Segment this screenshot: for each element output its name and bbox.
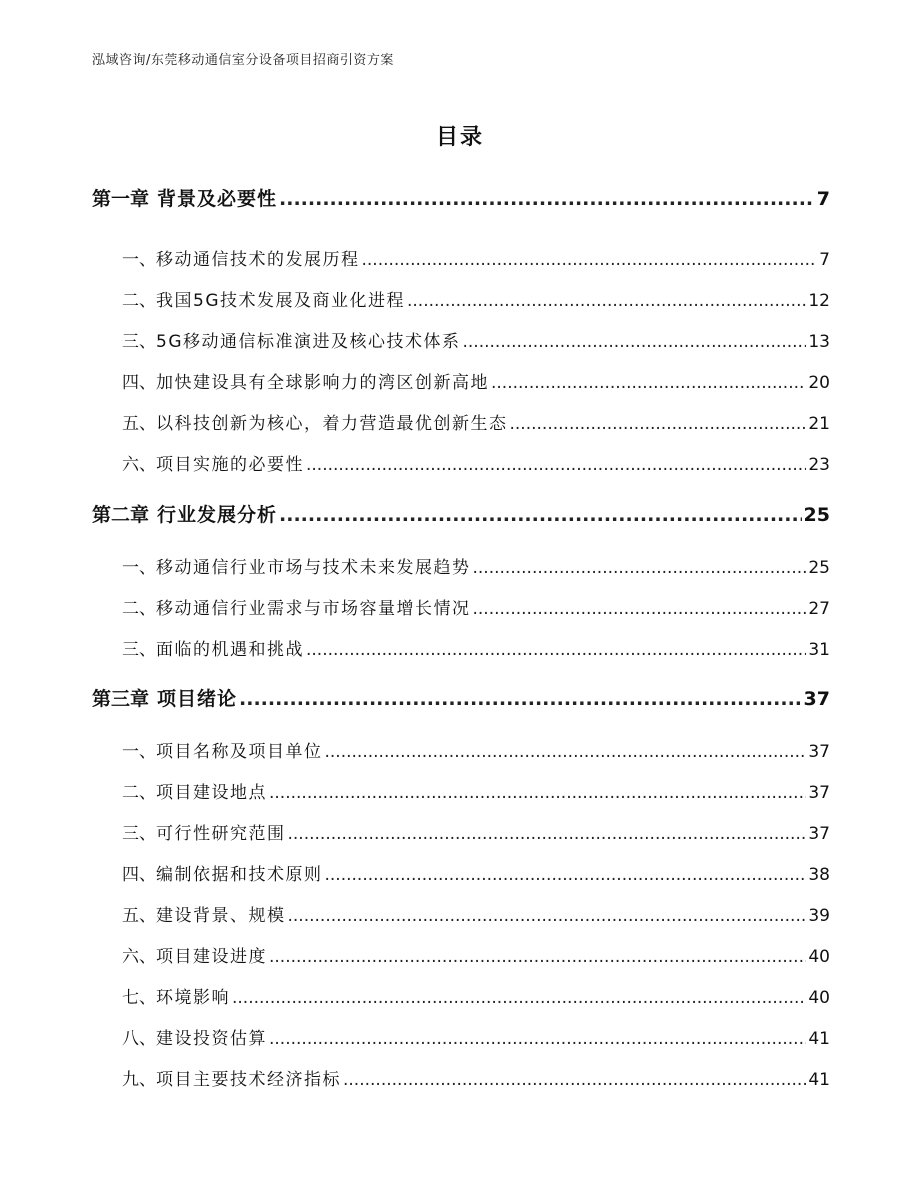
toc-chapter-title: 背景及必要性 — [157, 188, 278, 210]
toc-title: 目录 — [435, 125, 484, 150]
toc-page-number: 37 — [808, 742, 830, 762]
toc-leader-dots — [491, 373, 806, 393]
toc-leader-dots — [239, 688, 802, 710]
toc-page-number: 37 — [808, 783, 830, 803]
toc-section-title: 面临的机遇和挑战 — [156, 640, 304, 660]
toc-page-number: 23 — [808, 455, 830, 475]
toc-chapter-1[interactable] — [92, 184, 830, 214]
toc-page-number: 7 — [819, 250, 830, 270]
toc-section-2-2[interactable] — [92, 594, 830, 620]
toc-chapter-title: 项目绪论 — [157, 688, 238, 710]
toc-page-number: 37 — [808, 824, 830, 844]
toc-section-1-2[interactable] — [92, 286, 830, 312]
toc-page-number: 27 — [808, 599, 830, 619]
toc-section-title: 移动通信行业需求与市场容量增长情况 — [156, 599, 471, 619]
toc-page-number: 25 — [808, 558, 830, 578]
toc-section-1-1[interactable] — [92, 245, 830, 271]
page-header: 泓域咨询/东莞移动通信室分设备项目招商引资方案 — [92, 53, 394, 68]
toc-leader-dots — [510, 414, 807, 434]
toc-section-title: 项目建设地点 — [156, 783, 267, 803]
toc-section-1-4[interactable] — [92, 368, 830, 394]
toc-section-number: 二、 — [122, 599, 156, 619]
toc-section-3-2[interactable] — [92, 778, 830, 804]
toc-section-title: 建设投资估算 — [156, 1029, 267, 1049]
toc-section-number: 四、 — [122, 373, 156, 393]
toc-section-number: 三、 — [122, 332, 156, 352]
toc-section-3-6[interactable] — [92, 942, 830, 968]
toc-page-number: 40 — [808, 988, 830, 1008]
toc-section-number: 二、 — [122, 291, 156, 311]
toc-section-3-4[interactable] — [92, 860, 830, 886]
toc-section-3-1[interactable] — [92, 737, 830, 763]
toc-page-number: 7 — [816, 188, 830, 210]
toc-chapter-number: 第三章 — [92, 688, 150, 710]
toc-section-number: 七、 — [122, 988, 156, 1008]
toc-leader-dots — [288, 906, 807, 926]
toc-section-number: 三、 — [122, 824, 156, 844]
toc-leader-dots — [473, 599, 807, 619]
toc-section-number: 六、 — [122, 455, 156, 475]
toc-page-number: 40 — [808, 947, 830, 967]
toc-section-title: 项目主要技术经济指标 — [156, 1070, 341, 1090]
toc-page-number: 25 — [803, 504, 830, 526]
toc-chapter-number: 第二章 — [92, 504, 150, 526]
toc-section-title: 以科技创新为核心，着力营造最优创新生态 — [156, 414, 508, 434]
toc-leader-dots — [463, 332, 807, 352]
toc-page-number: 21 — [808, 414, 830, 434]
toc-section-number: 九、 — [122, 1070, 156, 1090]
toc-section-number: 一、 — [122, 742, 156, 762]
toc-section-number: 四、 — [122, 865, 156, 885]
toc-section-title: 项目建设进度 — [156, 947, 267, 967]
toc-leader-dots — [362, 250, 818, 270]
toc-section-2-3[interactable] — [92, 635, 830, 661]
toc-section-number: 五、 — [122, 414, 156, 434]
toc-page-number: 31 — [808, 640, 830, 660]
toc-page-number: 39 — [808, 906, 830, 926]
toc-leader-dots — [232, 988, 806, 1008]
toc-section-3-3[interactable] — [92, 819, 830, 845]
toc-page-number: 41 — [808, 1029, 830, 1049]
toc-section-1-6[interactable] — [92, 450, 830, 476]
toc-section-number: 二、 — [122, 783, 156, 803]
toc-section-number: 三、 — [122, 640, 156, 660]
toc-leader-dots — [288, 824, 807, 844]
toc-chapter-2[interactable] — [92, 500, 830, 530]
toc-section-2-1[interactable] — [92, 553, 830, 579]
toc-section-number: 五、 — [122, 906, 156, 926]
toc-chapter-3[interactable] — [92, 684, 830, 714]
toc-section-3-9[interactable] — [92, 1065, 830, 1091]
toc-section-number: 一、 — [122, 250, 156, 270]
toc-section-title: 我国5G技术发展及商业化进程 — [156, 291, 405, 311]
toc-page-number: 41 — [808, 1070, 830, 1090]
toc-section-number: 六、 — [122, 947, 156, 967]
toc-leader-dots — [306, 640, 806, 660]
toc-page-number: 38 — [808, 865, 830, 885]
toc-leader-dots — [279, 504, 802, 526]
toc-section-title: 移动通信技术的发展历程 — [156, 250, 360, 270]
toc-section-3-7[interactable] — [92, 983, 830, 1009]
toc-chapter-title: 行业发展分析 — [157, 504, 278, 526]
toc-section-1-5[interactable] — [92, 409, 830, 435]
toc-leader-dots — [269, 783, 806, 803]
toc-leader-dots — [306, 455, 806, 475]
toc-section-1-3[interactable] — [92, 327, 830, 353]
toc-leader-dots — [407, 291, 806, 311]
toc-leader-dots — [325, 865, 807, 885]
toc-section-title: 5G移动通信标准演进及核心技术体系 — [156, 332, 461, 352]
toc-chapter-number: 第一章 — [92, 188, 150, 210]
toc-leader-dots — [473, 558, 807, 578]
toc-section-3-8[interactable] — [92, 1024, 830, 1050]
toc-section-title: 编制依据和技术原则 — [156, 865, 323, 885]
toc-section-number: 一、 — [122, 558, 156, 578]
toc-section-title: 项目实施的必要性 — [156, 455, 304, 475]
toc-section-title: 环境影响 — [156, 988, 230, 1008]
toc-leader-dots — [269, 1029, 806, 1049]
toc-page-number: 37 — [803, 688, 830, 710]
toc-section-title: 建设背景、规模 — [156, 906, 286, 926]
toc-leader-dots — [343, 1070, 806, 1090]
toc-page-number: 20 — [808, 373, 830, 393]
toc-section-3-5[interactable] — [92, 901, 830, 927]
toc-section-title: 可行性研究范围 — [156, 824, 286, 844]
toc-page-number: 12 — [808, 291, 830, 311]
toc-leader-dots — [269, 947, 806, 967]
toc-page-number: 13 — [808, 332, 830, 352]
toc-leader-dots — [325, 742, 807, 762]
toc-section-number: 八、 — [122, 1029, 156, 1049]
toc-section-title: 移动通信行业市场与技术未来发展趋势 — [156, 558, 471, 578]
toc-leader-dots — [279, 188, 815, 210]
toc-section-title: 项目名称及项目单位 — [156, 742, 323, 762]
toc-section-title: 加快建设具有全球影响力的湾区创新高地 — [156, 373, 489, 393]
